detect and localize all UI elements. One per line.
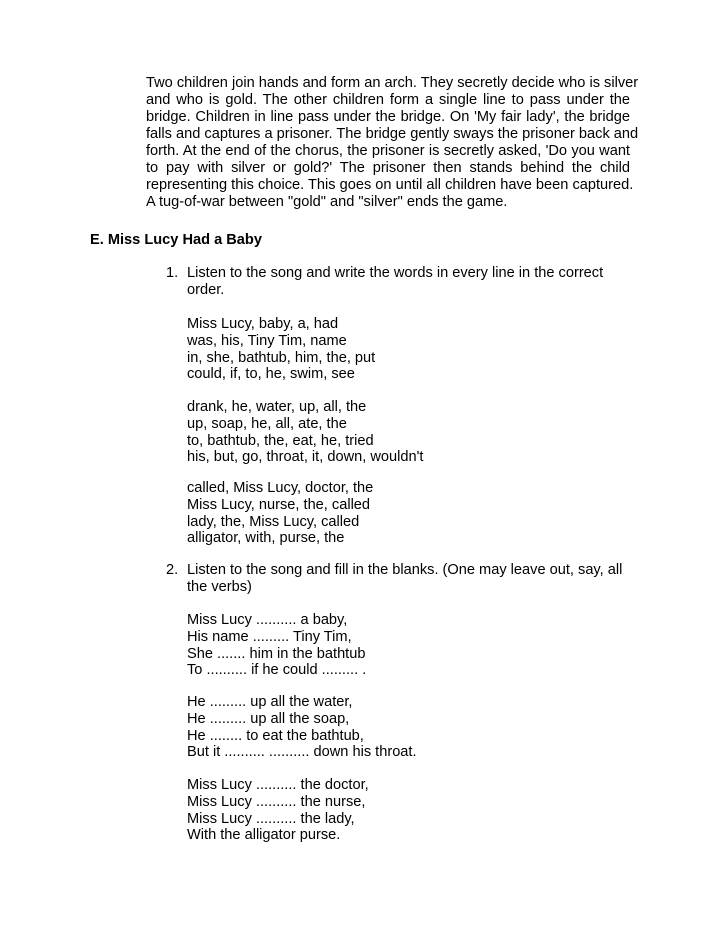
intro-paragraph	[146, 75, 639, 211]
word-line: Miss Lucy, nurse, the, called	[187, 496, 371, 513]
word-line: up, soap, he, all, ate, the	[187, 415, 347, 432]
lyrics-line: Miss Lucy .......... the nurse,	[187, 793, 366, 810]
word-group	[187, 316, 375, 383]
item-number: 1.	[166, 265, 179, 281]
intro-line: falls and captures a prisoner. The bridge gently sways the prisoner back and	[146, 126, 639, 142]
item-instruction	[187, 562, 627, 596]
intro-line: to pay with silver or gold?' The prisoner then stands behind the child	[146, 160, 630, 176]
item-instruction	[187, 265, 627, 299]
word-line: in, she, bathtub, him, the, put	[187, 349, 376, 366]
lyrics-line: She ....... him in the bathtub	[187, 645, 366, 662]
word-line: Miss Lucy, baby, a, had	[187, 316, 339, 332]
lyrics-line: His name ......... Tiny Tim,	[187, 628, 352, 645]
lyrics-line: He ......... up all the water,	[187, 694, 353, 710]
lyrics-line: To .......... if he could ......... .	[187, 662, 367, 679]
instruction-line: order.	[187, 282, 225, 298]
word-line: alligator, with, purse, the	[187, 530, 345, 547]
intro-line: bridge. Children in line pass under the bridge. On 'My fair lady', the bridge	[146, 109, 630, 125]
word-group	[187, 480, 373, 547]
lyrics-group	[187, 694, 417, 761]
word-line: could, if, to, he, swim, see	[187, 366, 355, 383]
lyrics-line: But it .......... .......... down his throat.	[187, 744, 417, 761]
word-line: his, but, go, throat, it, down, wouldn't	[187, 449, 424, 466]
instruction-line: Listen to the song and write the words in every line in the correct	[187, 265, 604, 281]
item-number: 2.	[166, 562, 179, 578]
lyrics-line: He ........ to eat the bathtub,	[187, 727, 364, 744]
word-line: drank, he, water, up, all, the	[187, 399, 367, 415]
intro-line: and who is gold. The other children form a single line to pass under the	[146, 92, 630, 108]
lyrics-group	[187, 612, 366, 679]
intro-line: A tug-of-war between "gold" and "silver" ends the game.	[146, 194, 508, 210]
lyrics-line: He ......... up all the soap,	[187, 710, 350, 727]
word-line: to, bathtub, the, eat, he, tried	[187, 432, 374, 449]
instruction-line: the verbs)	[187, 579, 252, 595]
lyrics-line: Miss Lucy .......... the doctor,	[187, 777, 369, 793]
word-group	[187, 399, 423, 466]
instruction-line: Listen to the song and fill in the blanks. (One may leave out, say, all	[187, 562, 623, 578]
word-line: lady, the, Miss Lucy, called	[187, 513, 360, 530]
lyrics-line: Miss Lucy .......... a baby,	[187, 612, 348, 628]
lyrics-line: Miss Lucy .......... the lady,	[187, 810, 355, 827]
intro-line: representing this choice. This goes on until all children have been captured.	[146, 177, 634, 193]
intro-line: forth. At the end of the chorus, the prisoner is secretly asked, 'Do you want	[146, 143, 630, 159]
intro-line: Two children join hands and form an arch. They secretly decide who is silver	[146, 75, 639, 91]
section-heading: E. Miss Lucy Had a Baby	[90, 232, 262, 248]
word-line: called, Miss Lucy, doctor, the	[187, 480, 374, 496]
lyrics-line: With the alligator purse.	[187, 827, 341, 844]
lyrics-group	[187, 777, 369, 844]
word-line: was, his, Tiny Tim, name	[187, 332, 347, 349]
